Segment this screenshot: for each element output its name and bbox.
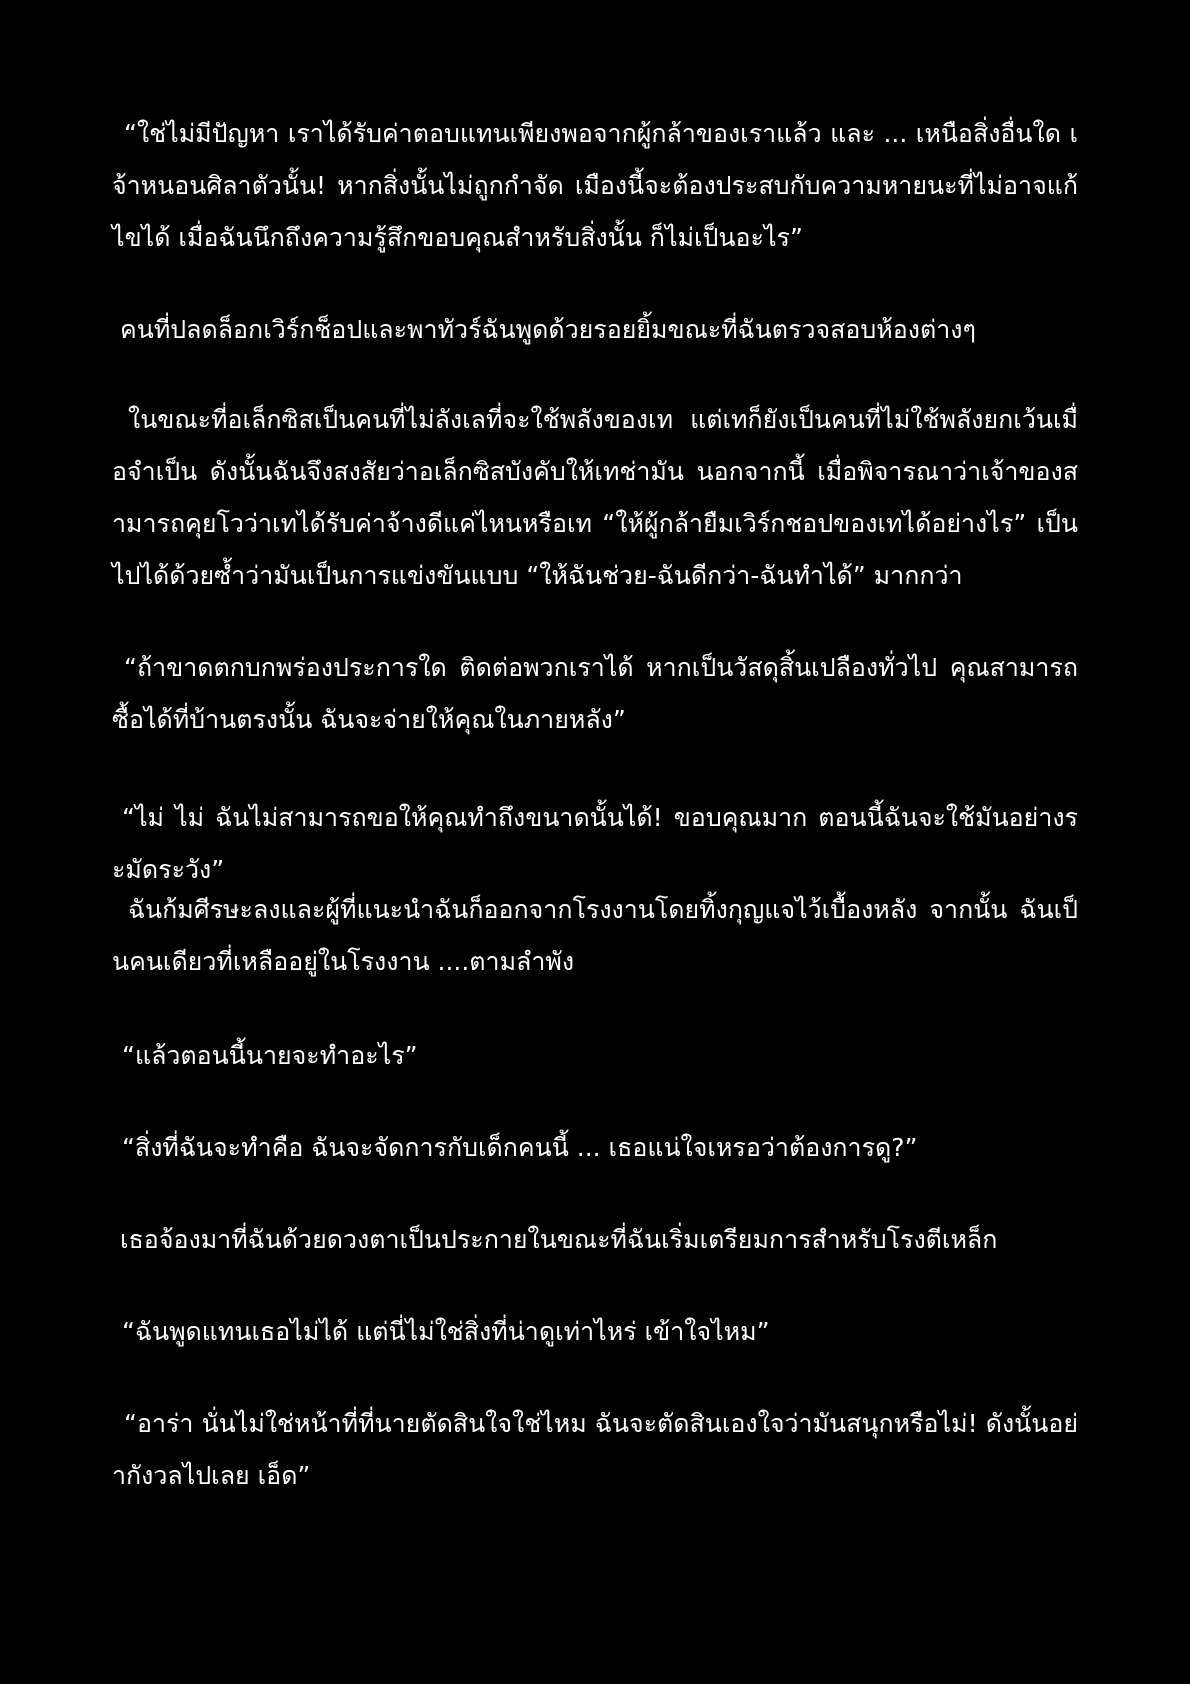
- paragraph-8: “สิ่งที่ฉันจะทำคือ ฉันจะจัดการกับเด็กคนนี้ ... เธอแน่ใจเหรอว่าต้องการดู?”: [122, 1133, 918, 1162]
- paragraph-10: “ฉันพูดแทนเธอไม่ได้ แต่นี่ไม่ใช่สิ่งที่น่าดูเท่าไหร่ เข้าใจไหม”: [122, 1317, 770, 1346]
- paragraph-2: คนที่ปลดล็อกเวิร์กช็อปและพาทัวร์ฉันพูดด้วยรอยยิ้มขณะที่ฉันตรวจสอบห้องต่างๆ: [120, 315, 976, 344]
- paragraph-3: ในขณะที่อเล็กซิสเป็นคนที่ไม่ลังเลที่จะใช้พลังของเท แต่เทก็ยังเป็นคนที่ไม่ใช้พลังยกเว้นเมื่อจำเป็น ดังนั้นฉันจึงสงสัยว่าอเล็กซิสบังคับให้เทช่ามัน นอกจากนี้ เมื่อพิจารณาว่าเจ้าของสามารถคุยโวว่าเทได้รับค่าจ้างดีแค่ไหนหรือเท “ให้ผู้กล้ายืมเวิร์กชอปของเทได้อย่างไร” เป็นไปได้ด้วยซ้ำว่ามันเป็นการแข่งขันแบบ “ให้ฉันช่วย-ฉันดีกว่า-ฉันทำได้” มากกว่า: [112, 405, 1078, 590]
- paragraph-5: “ไม่ ไม่ ฉันไม่สามารถขอให้คุณทำถึงขนาดนั้นได้! ขอบคุณมาก ตอนนี้ฉันจะใช้มันอย่างระมัดระวัง”: [112, 803, 1078, 884]
- paragraph-9: เธอจ้องมาที่ฉันด้วยดวงตาเป็นประกายในขณะที่ฉันเริ่มเตรียมการสำหรับโรงตีเหล็ก: [120, 1225, 998, 1254]
- paragraph-6: ฉันก้มศีรษะลงและผู้ที่แนะนำฉันก็ออกจากโรงงานโดยทิ้งกุญแจไว้เบื้องหลัง จากนั้น ฉันเป็นคนเดียวที่เหลืออยู่ในโรงงาน ....ตามลำพัง: [112, 895, 1078, 976]
- paragraph-7: “แล้วตอนนี้นายจะทำอะไร”: [122, 1041, 418, 1070]
- paragraph-11: “อาร่า นั่นไม่ใช่หน้าที่ที่นายตัดสินใจใช่ไหม ฉันจะตัดสินเองใจว่ามันสนุกหรือไม่! ดังนั้นอย่ากังวลไปเลย เอ็ด”: [112, 1409, 1078, 1490]
- paragraph-1: “ใช่ไม่มีปัญหา เราได้รับค่าตอบแทนเพียงพอจากผู้กล้าของเราแล้ว และ ... เหนือสิ่งอื่นใด เจ้าหนอนศิลาตัวนั้น! หากสิ่งนั้นไม่ถูกกำจัด เมืองนี้จะต้องประสบกับความหายนะที่ไม่อาจแก้ไขได้ เมื่อฉันนึกถึงความรู้สึกขอบคุณสำหรับสิ่งนั้น ก็ไม่เป็นอะไร”: [112, 119, 1078, 252]
- paragraph-4: “ถ้าขาดตกบกพร่องประการใด ติดต่อพวกเราได้ หากเป็นวัสดุสิ้นเปลืองทั่วไป คุณสามารถซื้อได้ที่บ้านตรงนั้น ฉันจะจ่ายให้คุณในภายหลัง”: [112, 653, 1078, 734]
